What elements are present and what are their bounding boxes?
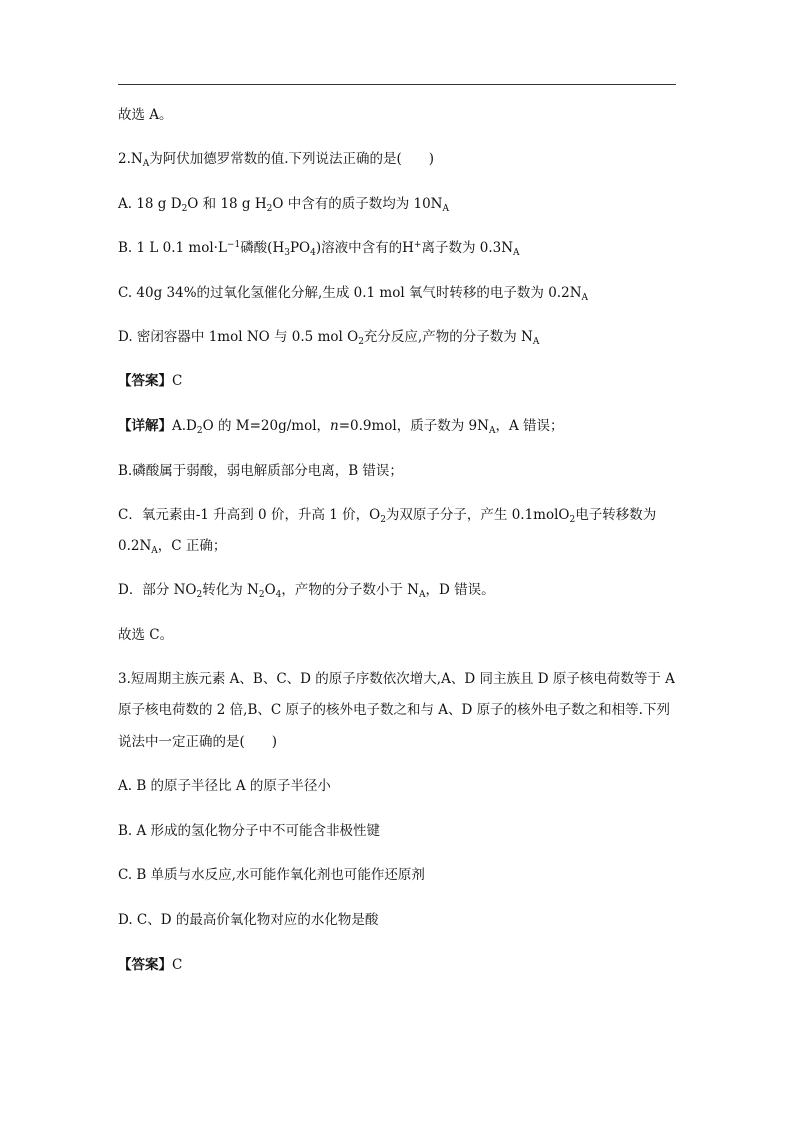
superscript: −1 [226,240,241,250]
question-3-option-a [118,777,331,795]
subscript: A [151,546,158,556]
text: 说法中一定正确的是( ) [118,734,278,750]
text: 充分反应,产物的分子数为 N [363,329,533,345]
answer-value: C [172,957,183,973]
question-3-stem-line-2 [118,701,670,719]
text: ，产物的分子数小于 N [281,582,419,598]
explanation-2-b [118,462,403,480]
answer-label: 【答案】 [118,373,172,389]
text: C. 40g 34%的过氧化氢催化分解,生成 0.1 mol 氧气时转移的电子数为 0.2N [118,285,582,301]
text: B. 1 L 0.1 mol·L [118,240,227,256]
italic-variable: n [330,418,339,434]
conclusion-line-1 [118,106,173,124]
question-2-option-b [118,239,520,257]
text: 磷酸(H [240,240,285,256]
conclusion-line-2 [118,626,173,644]
text: 3.短周期主族元素 A、B、C、D 的原子序数依次增大,A、D 同主族且 D 原子核电荷数等于 A [118,671,675,687]
text: 电子转移数为 [575,507,657,523]
text: 离子数为 0.3N [421,240,514,256]
text: 转化为 N [202,582,259,598]
text: D. 密闭容器中 1mol NO 与 0.5 mol O [118,329,359,345]
subscript: 2 [569,515,576,525]
question-3-option-d [118,911,378,929]
subscript: 4 [310,248,316,258]
text: 0.2N [118,538,152,554]
explanation-2-c-cont [118,537,226,555]
subscript: 2 [196,426,203,436]
subscript: 2 [258,590,265,600]
subscript: A [419,590,426,600]
question-3-stem-line-3 [118,733,277,751]
explanation-2-d [118,581,495,599]
answer-2 [118,372,182,390]
question-2-option-d [118,328,539,346]
text: 为阿伏加德罗常数的值.下列说法正确的是( ) [149,151,435,167]
subscript: A [488,426,496,436]
question-3-option-c [118,866,425,884]
question-3-option-b [118,822,380,840]
text: A. 18 g D [118,196,182,212]
text: C．氧元素由-1 升高到 0 价，升高 1 价，O [118,507,381,523]
text: O 的 M=20g/mol， [202,418,331,434]
text: ，D 错误。 [425,582,495,598]
subscript: 2 [181,204,188,214]
text: A. B 的原子半径比 A 的原子半径小 [118,778,331,794]
text: D. C、D 的最高价氧化物对应的水化物是酸 [118,912,379,928]
question-2-option-c [118,284,588,302]
answer-value: C [172,373,183,389]
question-3-stem-line-1 [118,670,675,688]
subscript: 2 [266,204,273,214]
question-2-stem [118,150,434,168]
subscript: 2 [196,590,203,600]
text: 故选 A。 [118,107,173,123]
text: 原子核电荷数的 2 倍,B、C 原子的核外电子数之和与 A、D 原子的核外电子数之和相等.下列 [118,702,670,718]
text: 故选 C。 [118,627,174,643]
text: =0.9mol，质子数为 9N [338,418,489,434]
question-2-option-a [118,195,449,213]
text: D．部分 NO [118,582,197,598]
answer-3 [118,956,182,974]
text: O 中含有的质子数均为 10N [272,196,443,212]
explanation-2-c [118,506,656,524]
text: B. A 形成的氢化物分子中不可能含非极性键 [118,823,381,839]
subscript: A [142,159,150,169]
text: C. B 单质与水反应,水可能作氧化剂也可能作还原剂 [118,867,425,883]
text: ，C 正确； [157,538,227,554]
subscript: 2 [380,515,386,525]
subscript: A [442,204,449,214]
answer-label: 【答案】 [118,957,172,973]
text: PO [289,240,311,256]
header-rule [118,84,676,85]
explanation-label: 【详解】 [118,418,172,434]
subscript: 3 [284,248,290,258]
text: )溶液中含有的H [315,240,414,256]
text: 2.N [118,151,143,167]
subscript: A [513,248,520,258]
subscript: 4 [275,590,282,600]
subscript: A [532,337,540,347]
subscript: 2 [358,337,364,347]
text: A.D [172,418,197,434]
text: O 和 18 g H [187,196,267,212]
text: 为双原子分子，产生 0.1molO [385,507,570,523]
text: B.磷酸属于弱酸，弱电解质部分电离，B 错误； [118,463,403,479]
text: ，A 错误； [495,418,564,434]
explanation-2-a [118,417,564,435]
superscript: + [413,240,422,250]
text: O [264,582,276,598]
subscript: A [581,293,589,303]
